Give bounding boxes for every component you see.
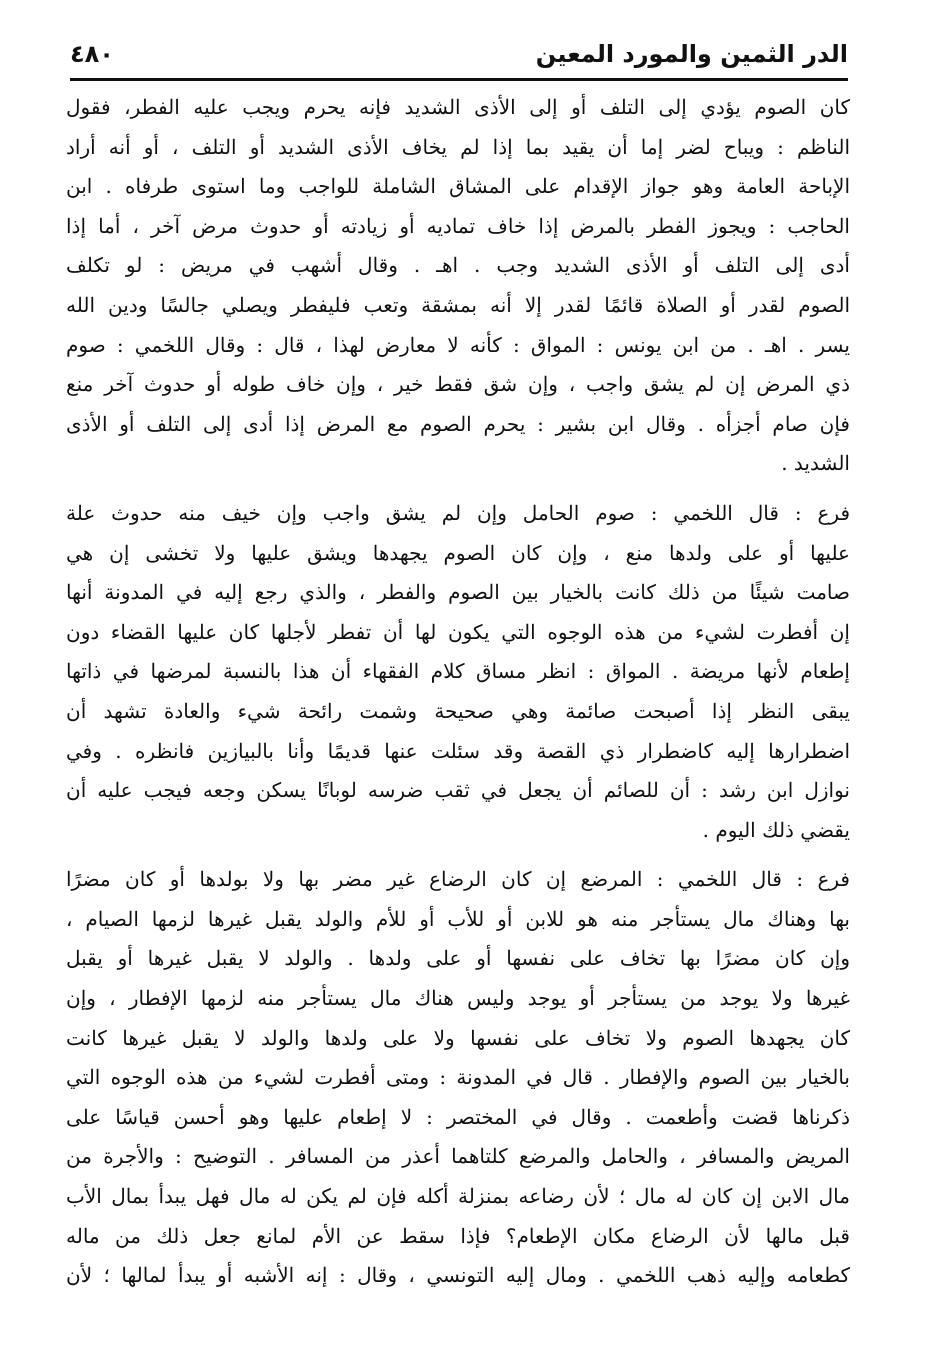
paragraph-1: [66, 88, 850, 484]
paragraph-3: [66, 860, 850, 1296]
text-line: كان الصوم يؤدي إلى التلف أو إلى الأذى الشديد فإنه يحرم ويجب عليه الفطر، فقول: [66, 95, 850, 119]
text-line: نوازل ابن رشد : أن للصائم أن يجعل في ثقب ضرسه لوبانًا يسكن وجعه فيجب عليه أن: [66, 778, 850, 803]
text-line: مال الابن إن كان له مال ؛ لأن رضاعه بمنزلة أكله فإن لم يكن له مال فهل يبدأ بمال الأب: [66, 1184, 850, 1209]
text-line: إن أفطرت لشيء من هذه الوجوه التي يكون لها أن تفطر لأجلها كان عليها القضاء دون: [66, 619, 850, 644]
text-line: فرع : قال اللخمي : المرضع إن كان الرضاع غير مضر بها ولا بولدها أو كان مضرًا: [66, 867, 850, 892]
text-line: المريض والمسافر ، والحامل والمرضع كلتاهما أعذر من المسافر . التوضيح : والأجرة من: [66, 1144, 850, 1169]
text-line: يقضي ذلك اليوم .: [702, 817, 850, 842]
text-line: الناظم : ويباح لضر إما أن يقيد بما إذا لم يخاف الأذى الشديد أو التلف ، أو أنه أراد: [66, 134, 850, 159]
text-line: الإباحة العامة وهو جواز الإقدام على المشاق الشاملة للواجب وما استوى طرفاه . ابن: [66, 174, 850, 199]
text-line: الصوم لقدر أو الصلاة قائمًا لقدر إلا أنه بمشقة وتعب فليفطر ويصلي جالسًا ودين الله: [66, 292, 850, 317]
text-line: كان يجهدها الصوم ولا تخاف على نفسها ولا على ولدها والولد لا يقبل غيرها كانت: [66, 1025, 850, 1050]
text-line: فرع : قال اللخمي : صوم الحامل وإن لم يشق واجب وإن خيف منه حدوث علة: [66, 500, 850, 525]
text-line: بالخيار بين الصوم والإفطار . قال في المدونة : ومتى أفطرت لشيء من هذه الوجوه التي: [66, 1065, 850, 1090]
text-line: وإن كان مضرًا بها تخاف على نفسها أو على ولدها . والولد لا يقبل غيرها أو يقبل: [66, 946, 850, 971]
text-line: بها وهناك مال يستأجر منه هو للابن أو للأب أو للأم والولد يقبل غيرها لزمها الصيام ،: [66, 906, 850, 931]
text-line: فإن صام أجزأه . وقال ابن بشير : يحرم الصوم مع المرض إذا أدى إلى التلف أو الأذى: [66, 411, 850, 436]
text-line: كطعامه وإليه ذهب اللخمي . ومال إليه التونسي ، وقال : إنه الأشبه أو يبدأ لمالها ؛ لأن: [66, 1263, 850, 1288]
paragraph-gap: [66, 850, 850, 860]
page-header: [70, 38, 848, 81]
text-line: ذي المرض إن لم يشق واجب ، وإن شق فقط خير ، وإن خاف طوله أو حدوث آخر منع: [66, 372, 850, 397]
text-line: الحاجب : ويجوز الفطر بالمرض إذا خاف تماديه أو زيادته أو حدوث مرض آخر ، أما إذا: [66, 213, 850, 238]
text-line: إطعام لأنها مريضة . المواق : انظر مساق كلام الفقهاء أن هذا بالنسبة لمرضها في ذاتها: [66, 659, 850, 684]
running-title: الدر الثمين والمورد المعين: [535, 40, 848, 68]
text-line: عليها أو على ولدها منع ، وإن كان الصوم يجهدها ويشق عليها ولا تخشى إن هي: [66, 540, 850, 565]
text-line: يبقى النظر إذا أصبحت صائمة وهي صحيحة وشمت رائحة شيء والعادة تشهد أن: [66, 698, 850, 723]
paragraph-2: [66, 494, 850, 850]
body-text: [66, 88, 850, 1296]
text-line: ذكرناها قضت وأطعمت . وقال في المختصر : لا إطعام عليها وهو أحسن قياسًا على: [66, 1104, 850, 1129]
text-line: يسر . اهـ . من ابن يونس : المواق : كأنه لا معارض لهذا ، قال : وقال اللخمي : صوم: [66, 332, 850, 357]
text-line: غيرها ولا يوجد من يستأجر أو يوجد وليس هناك مال يستأجر منه لزمها الإفطار ، وإن: [66, 986, 850, 1011]
text-line: اضطرارها إليه كاضطرار ذي القصة وقد سئلت عنها قديمًا وأنا بالبيازين فانظره . وفي: [66, 738, 850, 763]
text-line: صامت شيئًا من ذلك كانت بالخيار بين الصوم والفطر ، والذي رجع إليه في المدونة أنها: [66, 580, 850, 605]
text-line: قبل مالها لأن الرضاع مكان الإطعام؟ فإذا سقط عن الأم لمانع جعل ذلك من ماله: [66, 1223, 850, 1248]
text-line: أدى إلى التلف أو الأذى الشديد وجب . اهـ . وقال أشهب في مريض : لو تكلف: [66, 253, 850, 278]
paragraph-gap: [66, 484, 850, 494]
text-line: الشديد .: [781, 451, 850, 476]
page-number: ٤٨٠: [70, 40, 114, 68]
